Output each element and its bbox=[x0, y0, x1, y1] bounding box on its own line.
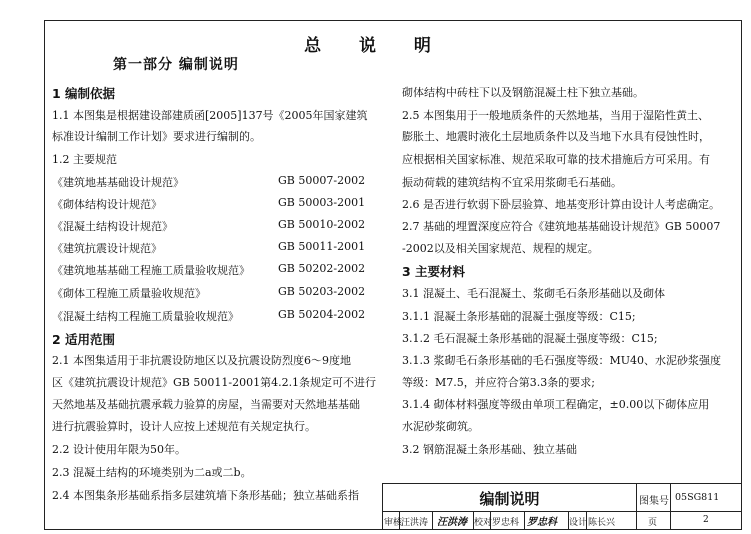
section-heading-3: 3 主要材料 bbox=[402, 264, 466, 279]
standard-name: 《建筑抗震设计规范》 bbox=[52, 242, 162, 255]
para-2-1-line3: 天然地基及基础抗震承载力验算的房屋，当需要对天然地基基础 bbox=[52, 398, 360, 411]
standard-code: GB 50003-2001 bbox=[278, 196, 366, 209]
atlas-number: 05SG811 bbox=[675, 492, 720, 503]
para-2-1-line4: 进行抗震验算时，设计人应按上述规范有关规定执行。 bbox=[52, 420, 316, 433]
standard-name: 《混凝土结构设计规范》 bbox=[52, 220, 173, 233]
atlas-number-label: 图集号 bbox=[639, 496, 669, 507]
para-2-1-line2: 区《建筑抗震设计规范》GB 50011-2001第4.2.1条规定可不进行 bbox=[52, 376, 377, 389]
designer-name: 陈长兴 bbox=[588, 518, 616, 528]
page-number: 2 bbox=[703, 515, 709, 525]
check-label: 校对 bbox=[474, 518, 493, 528]
part-title: 第一部分 编制说明 bbox=[113, 57, 239, 73]
review-label: 审核 bbox=[384, 518, 403, 528]
para-2-6: 2.6 是否进行软弱下卧层验算、地基变形计算由设计人考虑确定。 bbox=[402, 198, 720, 211]
standard-code: GB 50204-2002 bbox=[278, 308, 366, 321]
reviewer-name: 汪洪涛 bbox=[401, 518, 429, 528]
page-title: 总 说 明 bbox=[304, 36, 447, 56]
para-2-2: 2.2 设计使用年限为50年。 bbox=[52, 443, 186, 456]
standard-code: GB 50202-2002 bbox=[278, 262, 366, 275]
title-block-divider bbox=[636, 484, 637, 529]
checker-name: 罗忠科 bbox=[492, 518, 520, 528]
standard-name: 《砌体结构设计规范》 bbox=[52, 198, 162, 211]
title-block-divider bbox=[524, 511, 525, 529]
title-block-divider bbox=[670, 484, 671, 529]
para-2-5-line2: 膨胀土、地震时液化土层地质条件以及当地下水具有侵蚀性时， bbox=[402, 130, 710, 143]
para-1-1-line1: 1.1 本图集是根据建设部建质函[2005]137号《2005年国家建筑 bbox=[52, 109, 368, 122]
para-1-1-line2: 标准设计编制工作计划》要求进行编制的。 bbox=[52, 130, 261, 143]
para-3-1-1: 3.1.1 混凝土条形基础的混凝土强度等级：C15; bbox=[402, 310, 636, 323]
para-3-2: 3.2 钢筋混凝土条形基础、独立基础 bbox=[402, 443, 577, 456]
page-label: 页 bbox=[648, 518, 658, 528]
standard-name: 《建筑地基基础工程施工质量验收规范》 bbox=[52, 264, 250, 277]
para-2-4: 2.4 本图集条形基础系指多层建筑墙下条形基础；独立基础系指 bbox=[52, 489, 359, 502]
para-2-7-line2: -2002以及相关国家规范、规程的规定。 bbox=[402, 242, 599, 255]
para-2-5-line3: 应根据相关国家标准、规范采取可靠的技术措施后方可采用。有 bbox=[402, 153, 710, 166]
standard-code: GB 50010-2002 bbox=[278, 218, 366, 231]
para-3-1-4-line2: 水泥砂浆砌筑。 bbox=[402, 420, 479, 433]
para-2-5-line4: 振动荷载的建筑结构不宜采用浆砌毛石基础。 bbox=[402, 176, 622, 189]
para-2-1-line1: 2.1 本图集适用于非抗震设防地区以及抗震设防烈度6～9度地 bbox=[52, 354, 351, 367]
standard-code: GB 50011-2001 bbox=[278, 240, 366, 253]
para-3-1-3-line2: 等级：M7.5，并应符合第3.3条的要求; bbox=[402, 376, 595, 389]
para-1-2: 1.2 主要规范 bbox=[52, 153, 117, 166]
standard-name: 《砌体工程施工质量验收规范》 bbox=[52, 287, 206, 300]
standard-code: GB 50203-2002 bbox=[278, 285, 366, 298]
standard-code: GB 50007-2002 bbox=[278, 174, 366, 187]
section-heading-2: 2 适用范围 bbox=[52, 332, 116, 347]
drawing-name: 编制说明 bbox=[479, 490, 540, 508]
title-block bbox=[382, 483, 741, 529]
para-3-1-4-line1: 3.1.4 砌体材料强度等级由单项工程确定，±0.00以下砌体应用 bbox=[402, 398, 710, 411]
para-2-5-line1: 2.5 本图集用于一般地质条件的天然地基，当用于湿陷性黄土、 bbox=[402, 109, 709, 122]
para-3-1-3-line1: 3.1.3 浆砌毛石条形基础的毛石强度等级：MU40、水泥砂浆强度 bbox=[402, 354, 722, 367]
title-block-divider bbox=[432, 511, 433, 529]
standard-name: 《建筑地基基础设计规范》 bbox=[52, 176, 184, 189]
checker-signature: 罗忠科 bbox=[527, 517, 557, 528]
para-3-1: 3.1 混凝土、毛石混凝土、浆砌毛石条形基础以及砌体 bbox=[402, 287, 665, 300]
title-block-divider bbox=[383, 511, 741, 512]
para-2-4-continued: 砌体结构中砖柱下以及钢筋混凝土柱下独立基础。 bbox=[402, 86, 644, 99]
standard-name: 《混凝土结构工程施工质量验收规范》 bbox=[52, 310, 239, 323]
para-2-3: 2.3 混凝土结构的环境类别为二a或二b。 bbox=[52, 466, 252, 479]
para-3-1-2: 3.1.2 毛石混凝土条形基础的混凝土强度等级：C15; bbox=[402, 332, 658, 345]
reviewer-signature: 汪洪涛 bbox=[437, 517, 467, 528]
design-label: 设计 bbox=[569, 518, 588, 528]
section-heading-1: 1 编制依据 bbox=[52, 86, 116, 101]
para-2-7-line1: 2.7 基础的埋置深度应符合《建筑地基基础设计规范》GB 50007 bbox=[402, 220, 721, 233]
